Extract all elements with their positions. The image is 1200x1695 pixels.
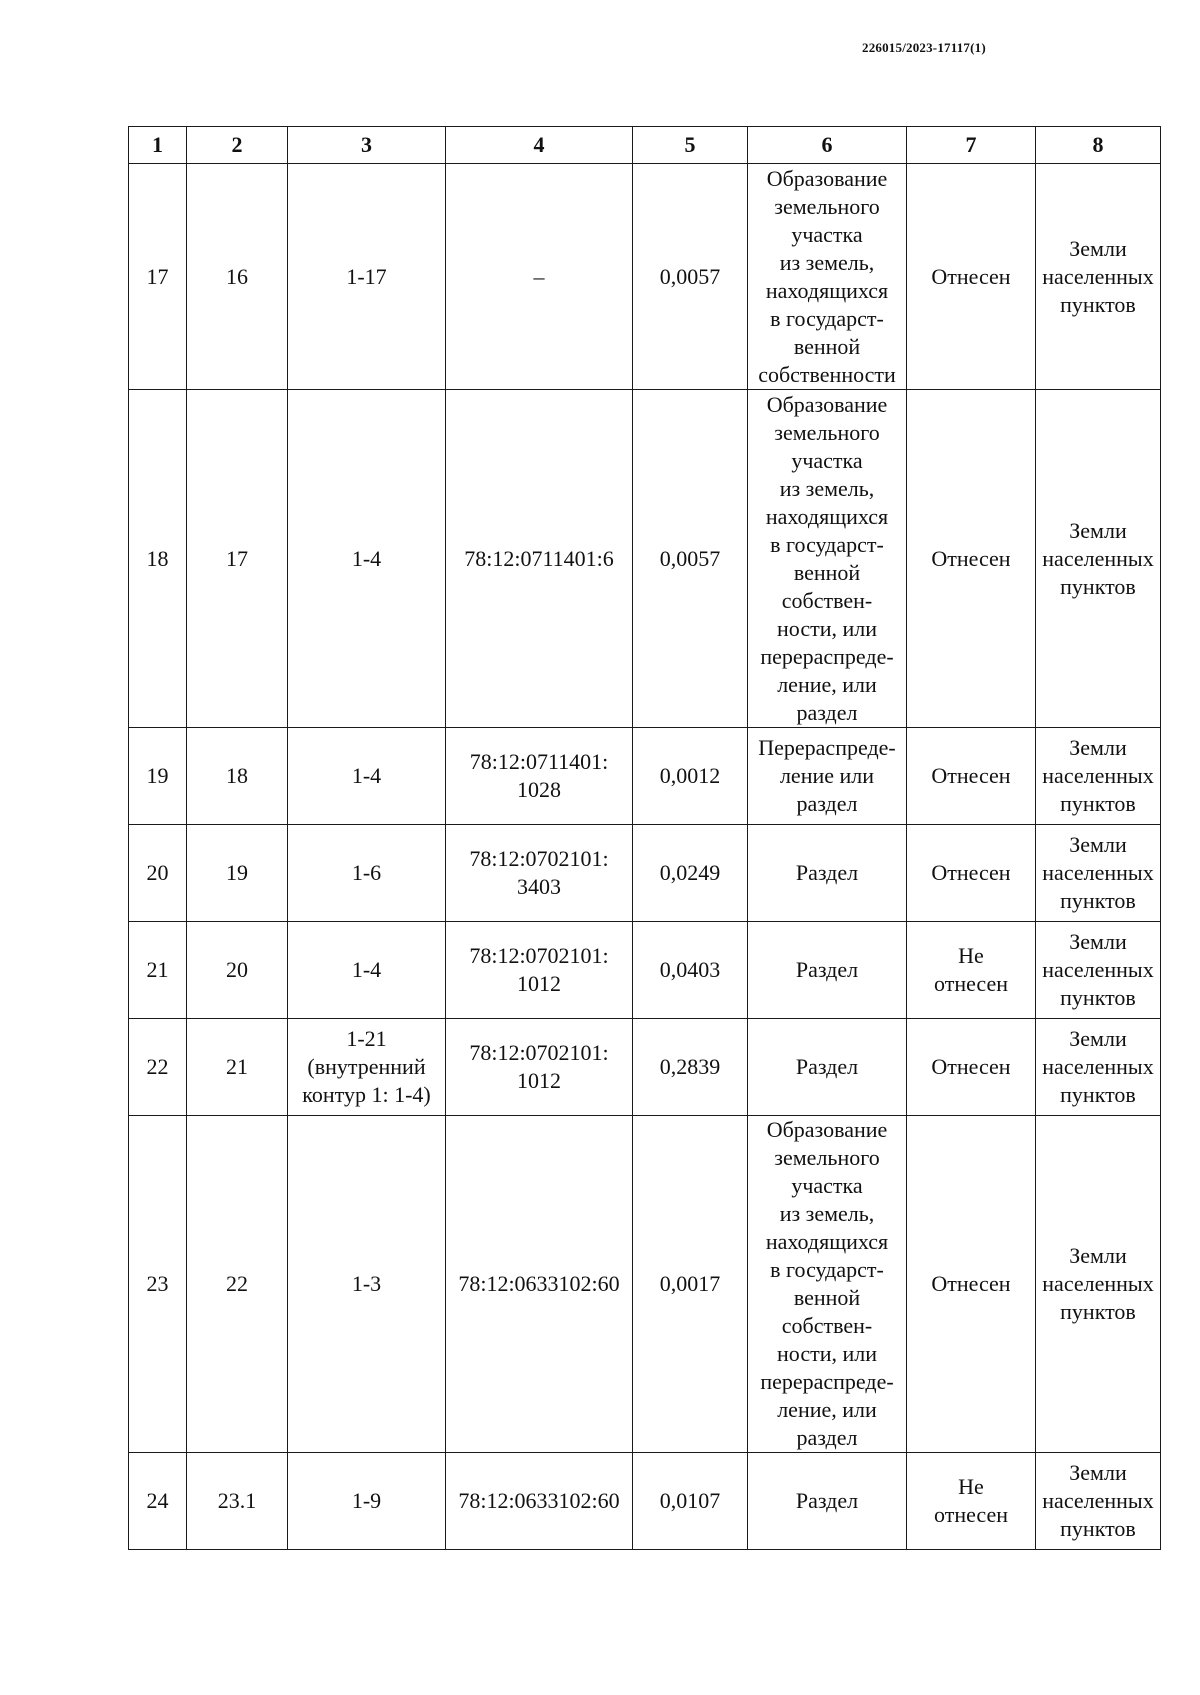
cell-area: 0,0107 [633,1453,748,1550]
cell-row-number: 17 [129,164,187,390]
cell-area: 0,0057 [633,164,748,390]
page-number [0,89,1200,115]
cell-row-number: 18 [129,390,187,728]
cell-cadastral-number: 78:12:0702101: 3403 [446,825,633,922]
column-header-6: 6 [748,127,907,164]
table-row [129,1453,1161,1550]
cell-plot-number: 18 [187,728,288,825]
column-header-2: 2 [187,127,288,164]
cell-formation-method: Перераспреде- ление или раздел [748,728,907,825]
cell-formation-method: Раздел [748,1019,907,1116]
cell-plot-number: 19 [187,825,288,922]
cell-status: Не отнесен [907,922,1036,1019]
cell-points: 1-21 (внутренний контур 1: 1-4) [288,1019,446,1116]
cell-land-category: Земли населенных пунктов [1036,1019,1161,1116]
cell-points: 1-4 [288,390,446,728]
cell-area: 0,0403 [633,922,748,1019]
cell-row-number: 23 [129,1116,187,1453]
cell-plot-number: 22 [187,1116,288,1453]
cell-formation-method: Раздел [748,922,907,1019]
cell-status: Не отнесен [907,1453,1036,1550]
cell-status: Отнесен [907,728,1036,825]
cell-points: 1-3 [288,1116,446,1453]
cell-points: 1-9 [288,1453,446,1550]
cell-cadastral-number: – [446,164,633,390]
cell-points: 1-4 [288,922,446,1019]
cell-points: 1-17 [288,164,446,390]
cell-land-category: Земли населенных пунктов [1036,825,1161,922]
cell-plot-number: 16 [187,164,288,390]
cell-land-category: Земли населенных пунктов [1036,922,1161,1019]
cell-cadastral-number: 78:12:0633102:60 [446,1453,633,1550]
land-plots-table [128,126,1161,1550]
cell-formation-method: Образование земельного участка из земель, находящихся в государст- венной собствен- ности, или перераспреде- ление, или раздел [748,390,907,728]
column-header-4: 4 [446,127,633,164]
cell-status: Отнесен [907,1116,1036,1453]
cell-land-category: Земли населенных пунктов [1036,164,1161,390]
cell-area: 0,0017 [633,1116,748,1453]
cell-status: Отнесен [907,1019,1036,1116]
column-header-8: 8 [1036,127,1161,164]
cell-row-number: 20 [129,825,187,922]
cell-land-category: Земли населенных пунктов [1036,728,1161,825]
cell-formation-method: Образование земельного участка из земель, находящихся в государст- венной собствен- ности, или перераспреде- ление, или раздел [748,1116,907,1453]
cell-formation-method: Раздел [748,825,907,922]
table-header-row [129,127,1161,164]
cell-land-category: Земли населенных пунктов [1036,1453,1161,1550]
column-header-5: 5 [633,127,748,164]
cell-row-number: 22 [129,1019,187,1116]
table-row [129,825,1161,922]
column-header-7: 7 [907,127,1036,164]
cell-area: 0,0249 [633,825,748,922]
cell-land-category: Земли населенных пунктов [1036,1116,1161,1453]
cell-formation-method: Образование земельного участка из земель, находящихся в государст- венной собственности [748,164,907,390]
table-row [129,390,1161,728]
cell-area: 0,0057 [633,390,748,728]
cell-cadastral-number: 78:12:0702101: 1012 [446,922,633,1019]
table-row [129,728,1161,825]
document-number: 226015/2023-17117(1) [862,40,986,55]
cell-status: Отнесен [907,164,1036,390]
cell-plot-number: 23.1 [187,1453,288,1550]
cell-status: Отнесен [907,825,1036,922]
cell-row-number: 19 [129,728,187,825]
table-row [129,1116,1161,1453]
cell-cadastral-number: 78:12:0711401:6 [446,390,633,728]
cell-formation-method: Раздел [748,1453,907,1550]
table-row [129,1019,1161,1116]
table-row [129,922,1161,1019]
cell-row-number: 24 [129,1453,187,1550]
cell-plot-number: 17 [187,390,288,728]
column-header-1: 1 [129,127,187,164]
cell-plot-number: 21 [187,1019,288,1116]
cell-row-number: 21 [129,922,187,1019]
cell-cadastral-number: 78:12:0633102:60 [446,1116,633,1453]
cell-status: Отнесен [907,390,1036,728]
column-header-3: 3 [288,127,446,164]
cell-cadastral-number: 78:12:0711401: 1028 [446,728,633,825]
cell-area: 0,2839 [633,1019,748,1116]
cell-points: 1-4 [288,728,446,825]
cell-cadastral-number: 78:12:0702101: 1012 [446,1019,633,1116]
cell-land-category: Земли населенных пунктов [1036,390,1161,728]
cell-plot-number: 20 [187,922,288,1019]
cell-area: 0,0012 [633,728,748,825]
table-row [129,164,1161,390]
cell-points: 1-6 [288,825,446,922]
